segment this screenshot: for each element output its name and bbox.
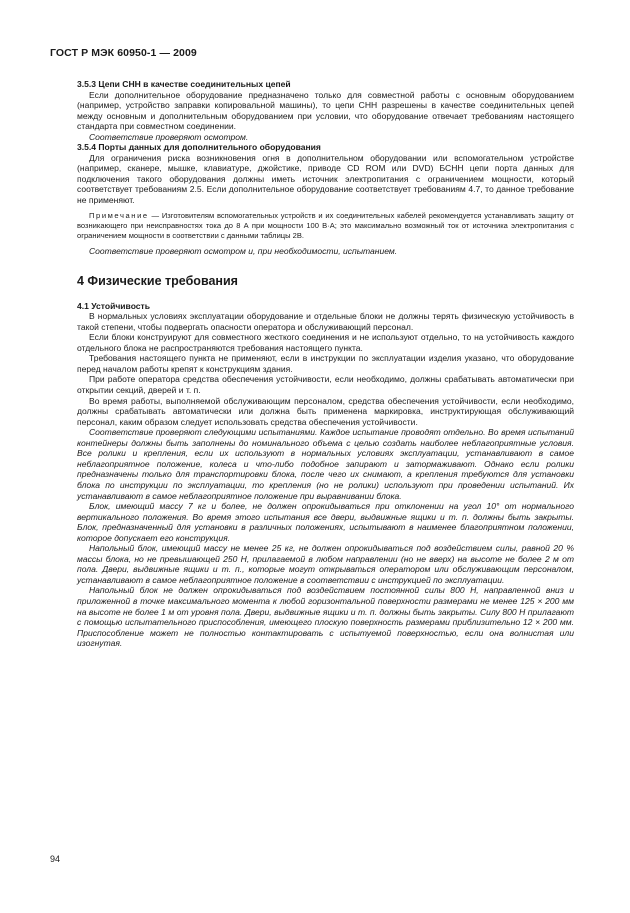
section-3-5-4-paragraph: Для ограничения риска возникновения огня в дополнительном оборудовании или вспомогательном устройстве (например, сканере, мышке, клавиатуре, джойстике, приводе CD ROM или DVD) БСНН цепи порта данных для подключения такого оборудования должны иметь источник электропитания с ограничением мощности, который соответствует требованиям 2.5. Если дополнительное оборудование соответствует требованиям 4.7, то данное требование не применяют. xyxy=(77,152,574,206)
page-number: 94 xyxy=(50,854,61,864)
section-4-1-test-procedure: Соответствие проверяют следующими испытаниями. Каждое испытание проводят отдельно. Во время испытаний контейнеры должны быть заполнены до номинального объема с целью создать наиболее неблагоприятные условия. Все ролики и крепления, если их используют в нормальных условиях эксплуатации, устанавливают в самое неблагоприятное положение, колеса и что-либо подобное запирают и затормаживают. Однако если ролики предназначены только для транспортировки блока, после чего их снимают, а крепления требуются для установки блока по инструкции по эксплуатации, то крепления (но не ролики) используют при проведении испытаний. Их устанавливают в самое неблагоприятное положение при выравнивании блока. xyxy=(77,427,574,501)
section-4-1-paragraph-4: При работе оператора средства обеспечения устойчивости, если необходимо, должны срабатывать автоматически при открытии секций, дверей и т. п. xyxy=(77,374,574,396)
section-4-1-paragraph-1: В нормальных условиях эксплуатации оборудование и отдельные блоки не должны терять физическую устойчивость в такой степени, чтобы подвергать опасности оператора и обслуживающий персонал. xyxy=(77,311,574,332)
section-4-1-paragraph-3: Требования настоящего пункта не применяют, если в инструкции по эксплуатации изделия указано, что оборудование перед началом работы крепят к конструкциям здания. xyxy=(77,353,574,374)
note-text: — Изготовителям вспомогательных устройств и их соединительных кабелей рекомендуется устанавливать защиту от возникающего при неисправностях тока до 8 А при мощности 100 В·А; это максимально возможный ток от источника электропитания с ограничением мощности в соответствии с данными таблицы 2В. xyxy=(77,210,574,240)
section-3-5-4-compliance: Соответствие проверяют осмотром и, при необходимости, испытанием. xyxy=(89,245,398,256)
section-4-1-force-test: Напольный блок, имеющий массу не менее 25 кг, не должен опрокидываться под воздействием силы, равной 20 % массы блока, но не превышающей 250 Н, прилагаемой в любом направлении (но не вверх) на высоте не более 2 м от пола. Двери, выдвижные ящики и т. п., которые могут открываться оператором или обслуживающим персоналом, устанавливают в самое неблагоприятное положение в соответствии с инструкцией по эксплуатации. xyxy=(77,543,574,585)
section-3-5-3-heading: 3.5.3 Цепи СНН в качестве соединительных цепей xyxy=(77,79,291,89)
section-4-1-tilt-test: Блок, имеющий массу 7 кг и более, не должен опрокидываться при отклонении на угол 10° от нормального вертикального положения. Во время этого испытания все двери, выдвижные ящики и т. п. должны быть закрыты. Блок, предназначенный для установки в различных положениях, испытывают в наименее благоприятном положении, которое допускает его конструкция. xyxy=(77,501,574,543)
section-3-5-4-note xyxy=(77,211,574,241)
document-header: ГОСТ Р МЭК 60950-1 — 2009 xyxy=(50,47,197,59)
document-body xyxy=(77,79,574,649)
section-3-5-3-compliance: Соответствие проверяют осмотром. xyxy=(89,131,249,142)
section-4-1-paragraph-2: Если блоки конструируют для совместного жесткого соединения и не используют отдельно, то на устойчивость каждого отдельного блока не распространяются требования настоящего пункта. xyxy=(77,332,574,353)
section-4-heading: 4 Физические требования xyxy=(77,274,238,289)
section-4-1-heading: 4.1 Устойчивость xyxy=(77,300,150,311)
section-4-1-paragraph-5: Во время работы, выполняемой обслуживающим персоналом, средства обеспечения устойчивости, если необходимо, должны срабатывать автоматически или должна быть применена маркировка, инструктирующая обслуживающий персонал, каким образом следует использовать средства обеспечения устойчивости. xyxy=(77,395,574,427)
section-3-5-4-heading: 3.5.4 Порты данных для дополнительного оборудования xyxy=(77,142,321,153)
note-label: Примечание xyxy=(89,210,149,220)
section-3-5-3-paragraph: Если дополнительное оборудование предназначено только для совместной работы с основным оборудованием (например, устройство заправки копировальной машины), то цепи СНН разрешены в качестве соединительных цепей между основным и дополнительным оборудованием при условии, что оборудование отвечает требованиям настоящего стандарта при совместном соединении. xyxy=(77,89,574,132)
section-4-1-downward-force-test: Напольный блок не должен опрокидываться под воздействием постоянной силы 800 Н, направленной вниз и приложенной в точке максимального момента к любой горизонтальной поверхности размерами не менее 125 × 200 мм на высоте не более 1 м от уровня пола. Двери, выдвижные ящики и т. п. должны быть закрыты. Силу 800 Н прилагают с помощью испытательного приспособления, имеющего плоскую поверхность размерами приблизительно 12 × 200 мм. Приспособление может не полностью контактировать с испытуемой поверхностью, если она волнистая или изогнутая. xyxy=(77,585,574,649)
